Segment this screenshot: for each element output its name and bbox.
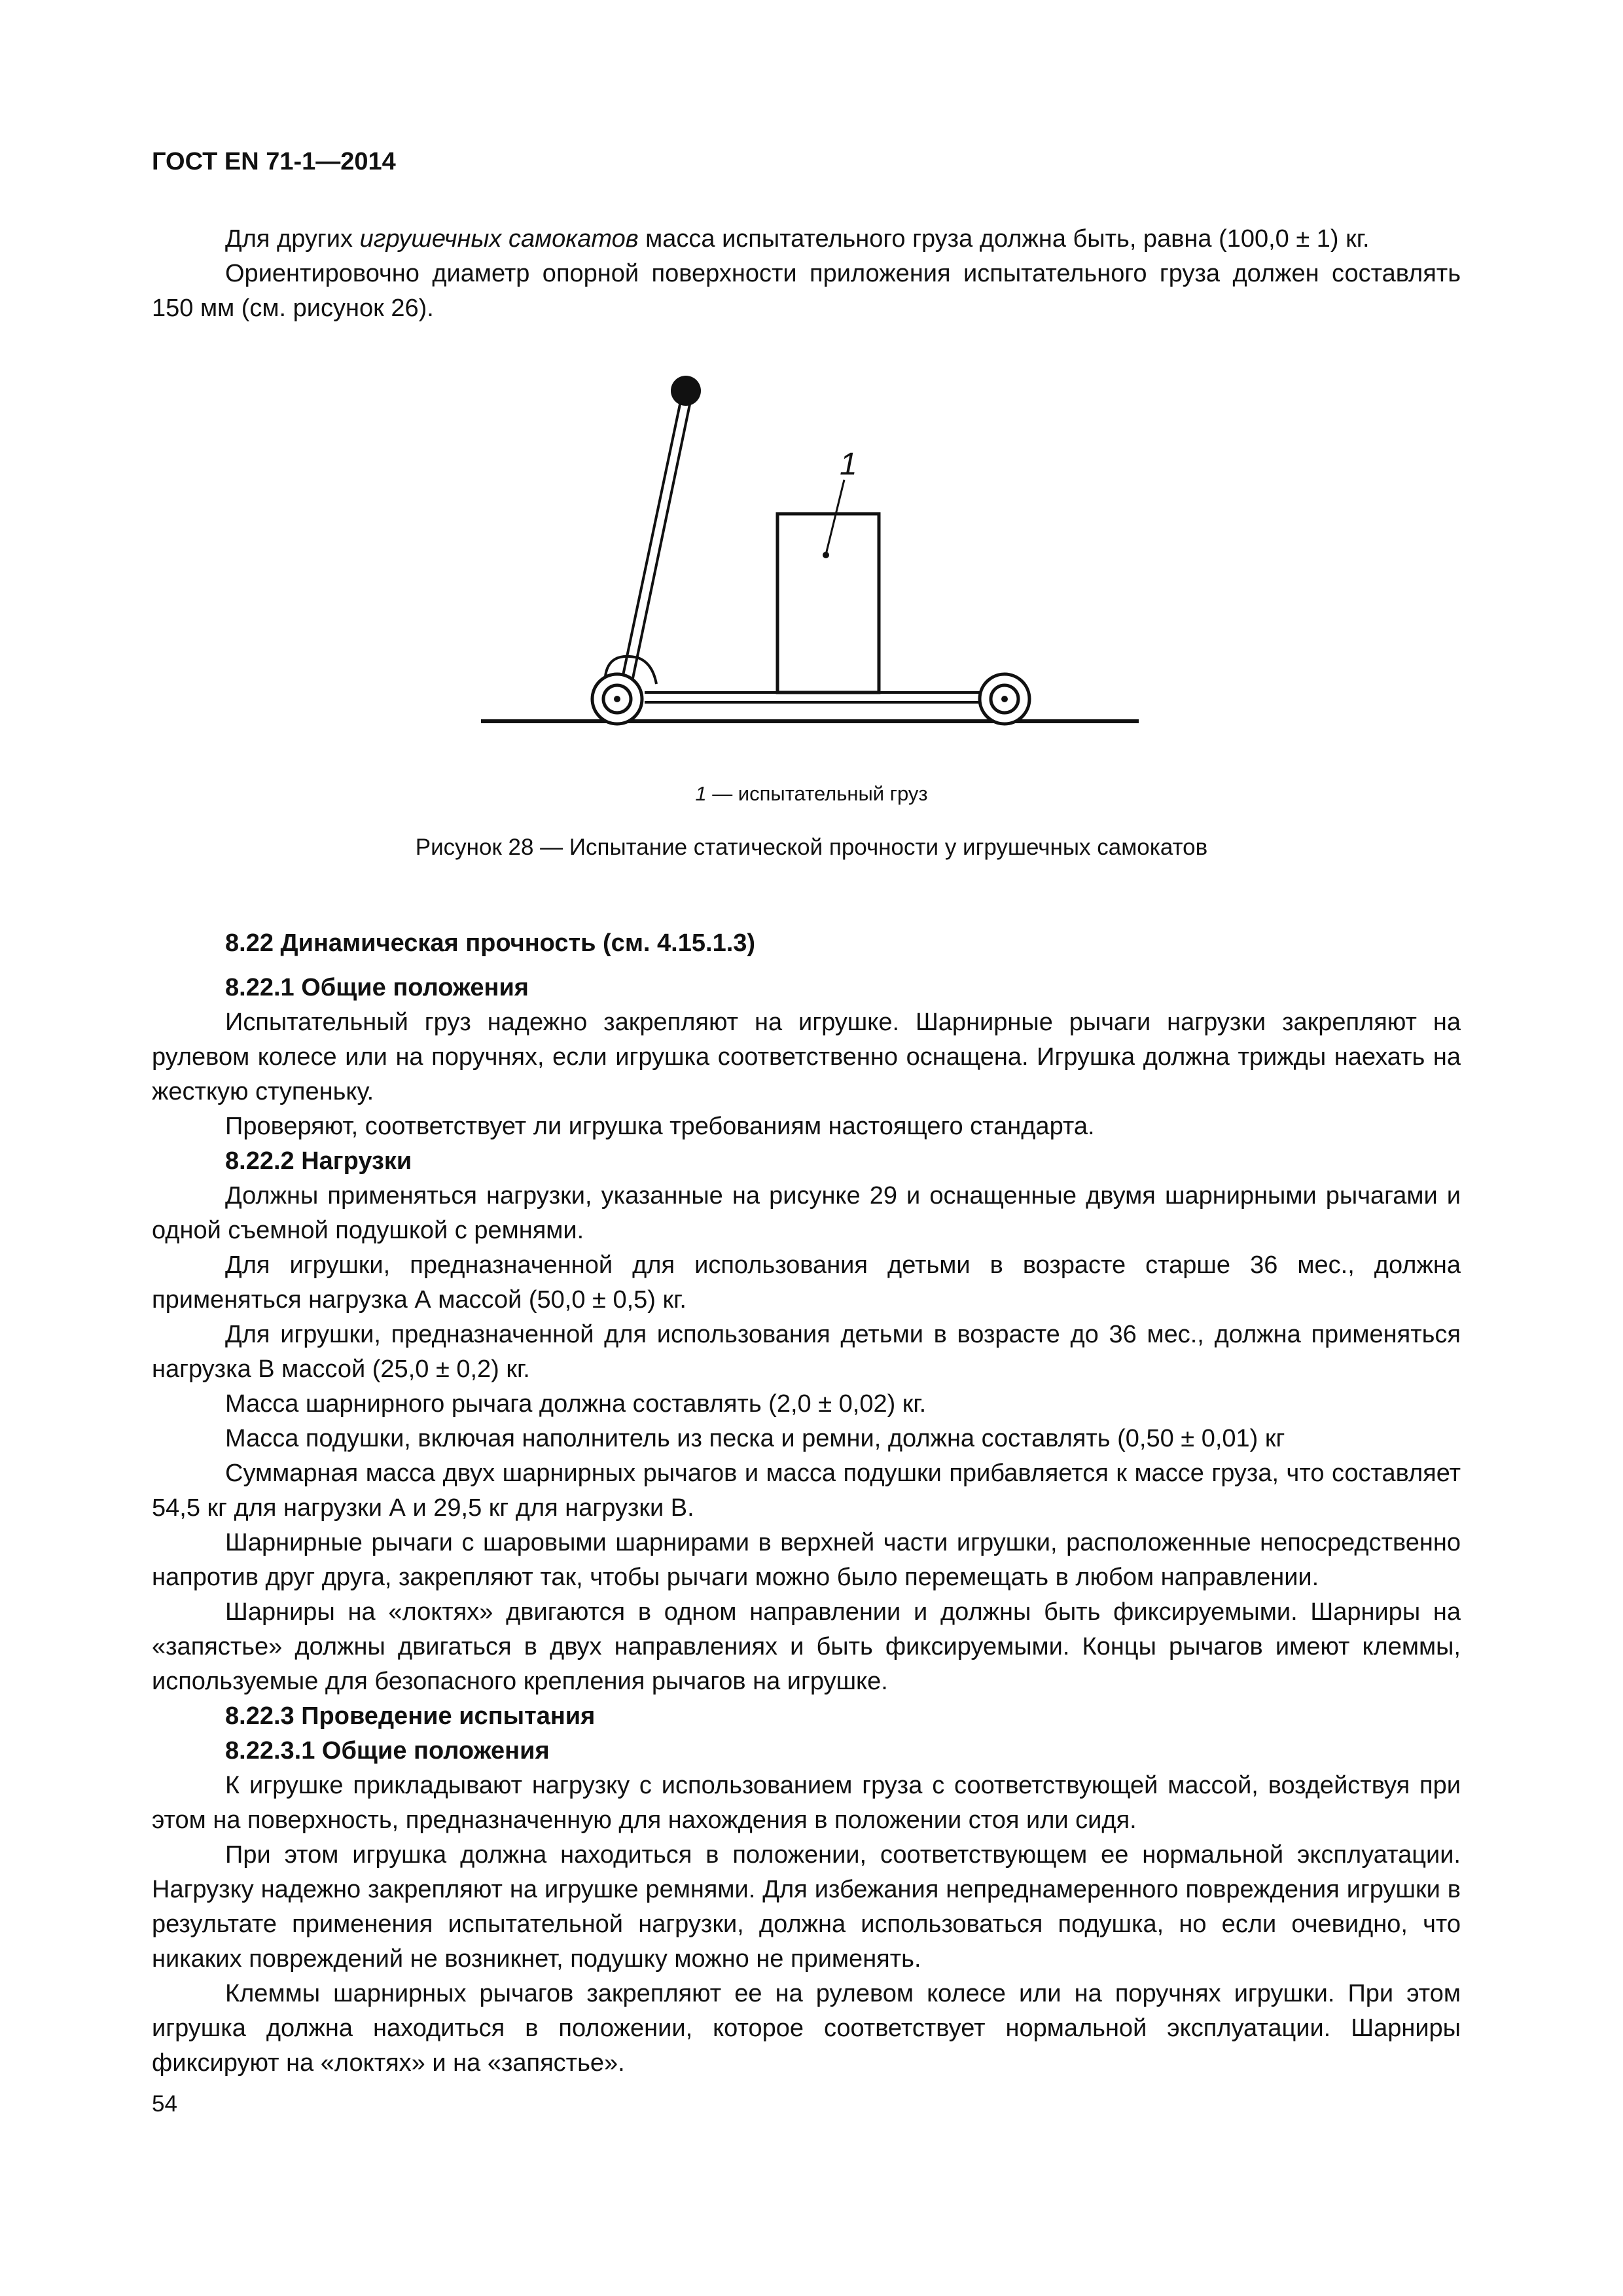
front-wheel-hub (614, 696, 620, 702)
figure-caption: Рисунок 28 — Испытание статической прочности у игрушечных самокатов (415, 834, 1208, 860)
intro-text (152, 222, 1461, 326)
legend-text: — испытательный груз (706, 782, 928, 805)
legend-number: 1 (695, 782, 707, 805)
paragraph: Шарниры на «локтях» двигаются в одном направлении и должны быть фиксируемыми. Шарниры на «запястье» должны двигаться в двух направлениях и быть фиксируемыми. Концы рычагов имеют клеммы, используемые для безопасного крепления рычагов на игрушке. (152, 1598, 1461, 1695)
paragraph: Шарнирные рычаги с шаровыми шарнирами в верхней части игрушки, расположенные непосредственно напротив друг друга, закрепляют так, чтобы рычаги можно было перемещать в любом направлении. (152, 1529, 1461, 1591)
document-header: ГОСТ EN 71-1—2014 (152, 148, 396, 175)
intro-paragraph-2: Ориентировочно диаметр опорной поверхности приложения испытательного груза должен составлять 150 мм (см. рисунок 26). (152, 260, 1461, 322)
paragraph: К игрушке прикладывают нагрузку с использованием груза с соответствующей массой, воздействуя при этом на поверхность, предназначенную для нахождения в положении стоя или сидя. (152, 1772, 1461, 1834)
heading-8-22-3: 8.22.3 Проведение испытания (225, 1702, 596, 1730)
steering-column-right (629, 401, 690, 697)
figure-legend (0, 782, 1623, 806)
paragraph: Испытательный груз надежно закрепляют на игрушке. Шарнирные рычаги нагрузки закрепляют на рулевом колесе или на поручнях, если игрушка соответственно оснащена. Игрушка должна трижды наехать на жесткую ступеньку. (152, 1009, 1461, 1105)
paragraph: Для игрушки, предназначенной для использования детьми в возрасте старше 36 мес., должна применяться нагрузка А массой (50,0 ± 0,5) кг. (152, 1251, 1461, 1314)
paragraph: Масса шарнирного рычага должна составлять (2,0 ± 0,02) кг. (225, 1390, 927, 1418)
paragraph: Масса подушки, включая наполнитель из песка и ремни, должна составлять (0,50 ± 0,01) кг (225, 1425, 1285, 1452)
intro-p1-italic: игрушечных самокатов (359, 225, 639, 253)
heading-8-22-3-1: 8.22.3.1 Общие положения (225, 1737, 550, 1765)
paragraph: Проверяют, соответствует ли игрушка требованиям настоящего стандарта. (225, 1113, 1095, 1140)
intro-paragraph-1 (152, 222, 1461, 257)
paragraph: Суммарная масса двух шарнирных рычагов и масса подушки прибавляется к массе груза, что составляет 54,5 кг для нагрузки А и 29,5 кг для нагрузки В. (152, 1460, 1461, 1522)
paragraph: При этом игрушка должна находиться в положении, соответствующем ее нормальной эксплуатации. Нагрузку надежно закрепляют на игрушке ремнями. Для избежания непреднамеренного повреждения игрушки в результате применения испытательной нагрузки, должна использоваться подушка, но если очевидно, что никаких повреждений не возникнет, подушку можно не применять. (152, 1841, 1461, 1973)
paragraph: Должны применяться нагрузки, указанные на рисунке 29 и оснащенные двумя шарнирными рычагами и одной съемной подушкой с ремнями. (152, 1182, 1461, 1244)
paragraph: Клеммы шарнирных рычагов закрепляют ее на рулевом колесе или на поручнях игрушки. При этом игрушка должна находиться в положении, которое соответствует нормальной эксплуатации. Шарниры фиксируют на «локтях» и на «запястье». (152, 1980, 1461, 2077)
test-load (777, 514, 879, 692)
paragraph: Для игрушки, предназначенной для использования детьми в возрасте до 36 мес., должна применяться нагрузка В массой (25,0 ± 0,2) кг. (152, 1321, 1461, 1383)
scooter-figure (481, 370, 1149, 736)
intro-p1-end: масса испытательного груза должна быть, равна (100,0 ± 1) кг. (638, 225, 1370, 253)
section-8-22 (152, 926, 1461, 2081)
heading-8-22: 8.22 Динамическая прочность (см. 4.15.1.3) (225, 929, 756, 957)
leader-dot (823, 552, 829, 558)
heading-8-22-1: 8.22.1 Общие положения (225, 974, 529, 1001)
intro-p1-start: Для других (225, 225, 360, 253)
callout-number: 1 (840, 447, 857, 482)
page-number: 54 (152, 2091, 177, 2117)
heading-8-22-2: 8.22.2 Нагрузки (225, 1147, 412, 1175)
rear-wheel-hub (1001, 696, 1008, 702)
steering-column-left (618, 401, 681, 697)
handlebar-knob (671, 376, 701, 406)
